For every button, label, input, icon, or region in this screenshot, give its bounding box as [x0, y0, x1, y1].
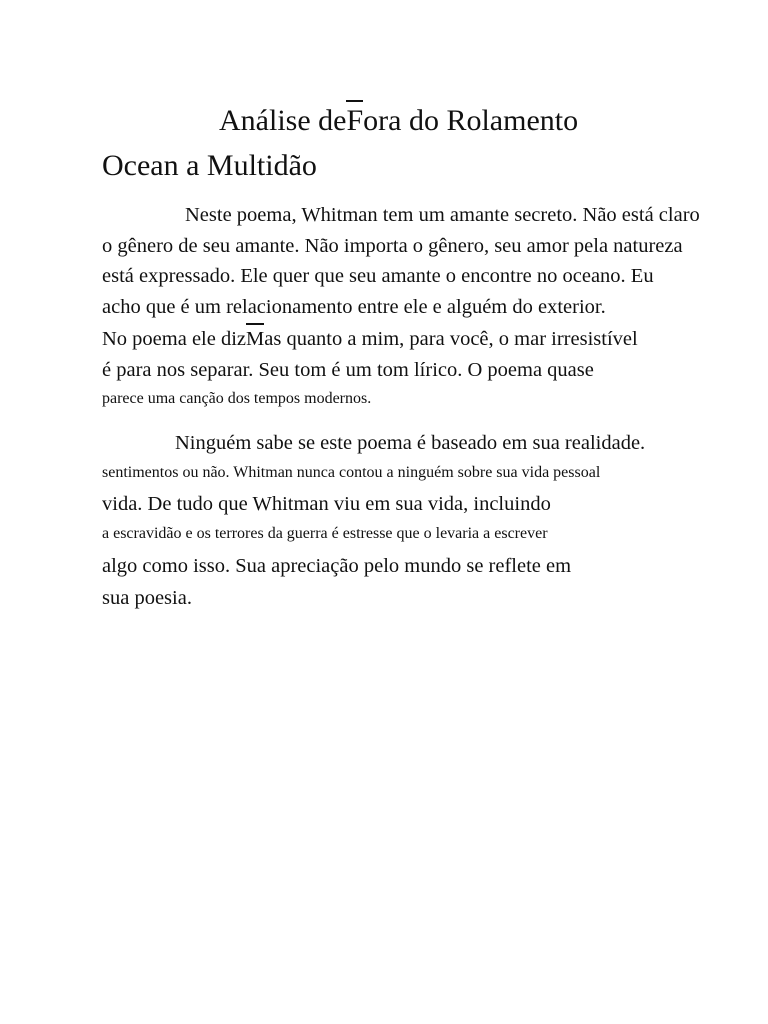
paragraph-1-line-7: parece uma canção dos tempos modernos. — [102, 390, 372, 407]
paragraph-2-line-5: algo como isso. Sua apreciação pelo mundo se reflete em — [102, 555, 572, 577]
title-overlined-text: F — [346, 104, 364, 137]
quote-text: as quanto a mim, para você, o mar irresistível — [264, 328, 638, 350]
paragraph-1-line-1: Neste poema, Whitman tem um amante secreto. Não está claro — [185, 204, 700, 226]
quote-intro-text: No poema ele diz — [102, 328, 247, 350]
paragraph-2-line-1: Ninguém sabe se este poema é baseado em sua realidade. — [175, 432, 646, 454]
title-line-2: Ocean a Multidão — [102, 149, 317, 182]
paragraph-1-line-4: acho que é um relacionamento entre ele e alguém do exterior. — [102, 296, 606, 318]
paragraph-2-line-6: sua poesia. — [102, 587, 192, 609]
quote-overlined-text: M — [246, 328, 265, 350]
paragraph-2-line-2: sentimentos ou não. Whitman nunca contou a ninguém sobre sua vida pessoal — [102, 464, 601, 481]
title-text-end: ora do Rolamento — [363, 104, 579, 137]
title-text-start: Análise de — [219, 104, 347, 137]
paragraph-2-line-3: vida. De tudo que Whitman viu em sua vida, incluindo — [102, 493, 551, 515]
title-line-1 — [219, 106, 578, 136]
paragraph-2-line-4: a escravidão e os terrores da guerra é estresse que o levaria a escrever — [102, 525, 548, 542]
paragraph-1-line-6: é para nos separar. Seu tom é um tom lírico. O poema quase — [102, 359, 594, 381]
paragraph-1-line-2: o gênero de seu amante. Não importa o gênero, seu amor pela natureza — [102, 235, 683, 257]
paragraph-1-line-5 — [102, 329, 638, 350]
paragraph-1-line-3: está expressado. Ele quer que seu amante o encontre no oceano. Eu — [102, 265, 654, 287]
